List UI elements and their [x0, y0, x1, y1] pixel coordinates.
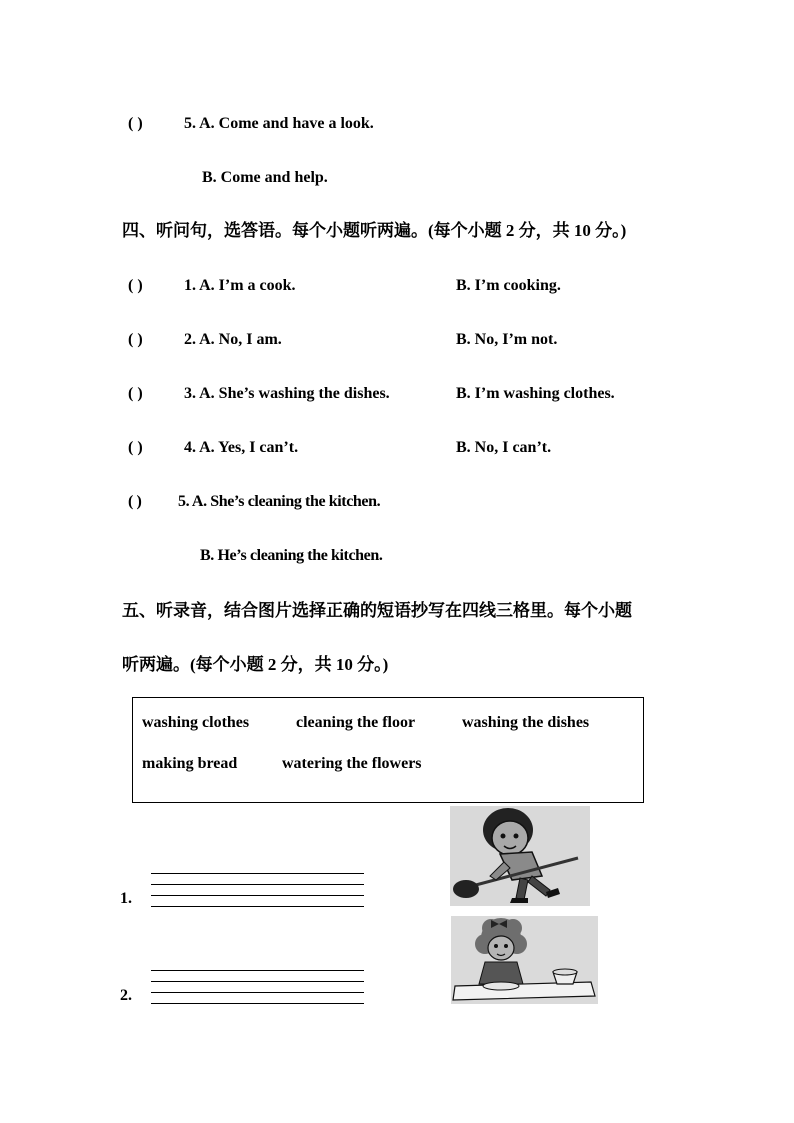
item-2-number: 2. [120, 987, 132, 1004]
answer-paren[interactable]: ( ) [128, 385, 143, 402]
answer-paren[interactable]: ( ) [128, 493, 142, 510]
p4-q5-option-a: 5. A. She’s cleaning the kitchen. [178, 493, 381, 510]
p4-q5-line [128, 492, 380, 512]
answer-paren[interactable]: ( ) [128, 115, 143, 132]
p4-q5-option-b: B. He’s cleaning the kitchen. [200, 547, 383, 564]
p4-q1-line [128, 276, 296, 296]
word-bank-item: washing the dishes [462, 714, 590, 731]
word-bank-item: watering the flowers [282, 755, 422, 772]
answer-paren[interactable]: ( ) [128, 277, 143, 294]
part4-heading: 四、听问句，选答语。每个小题听两遍。(每个小题 2 分，共 10 分。) [122, 221, 627, 240]
p4-q1-option-b: B. I’m cooking. [456, 277, 561, 294]
p4-q4-option-a: 4. A. Yes, I can’t. [184, 439, 299, 456]
item-1-number: 1. [120, 890, 132, 907]
p4-q3-line [128, 384, 390, 404]
p4-q3-option-b: B. I’m washing clothes. [456, 385, 615, 402]
part5-heading-line2: 听两遍。(每个小题 2 分，共 10 分。) [122, 655, 389, 674]
p4-q4-option-b: B. No, I can’t. [456, 439, 552, 456]
word-bank-item: washing clothes [142, 714, 250, 731]
item-1-writing-lines[interactable] [151, 873, 364, 909]
p4-q3-option-a: 3. A. She’s washing the dishes. [184, 385, 390, 402]
item-2-writing-lines[interactable] [151, 970, 364, 1006]
p4-q2-option-a: 2. A. No, I am. [184, 331, 282, 348]
word-bank-box [132, 697, 644, 803]
p4-q4-line [128, 438, 298, 458]
p4-q2-line [128, 330, 282, 350]
girl-washing-dishes-picture [451, 916, 598, 1004]
p3-q5-line [128, 114, 374, 134]
word-bank-item: cleaning the floor [296, 714, 416, 731]
p4-q2-option-b: B. No, I’m not. [456, 331, 558, 348]
p3-q5-option-a: 5. A. Come and have a look. [184, 115, 374, 132]
answer-paren[interactable]: ( ) [128, 331, 143, 348]
p4-q1-option-a: 1. A. I’m a cook. [184, 277, 296, 294]
word-bank-item: making bread [142, 755, 238, 772]
p3-q5-option-b: B. Come and help. [202, 169, 328, 186]
answer-paren[interactable]: ( ) [128, 439, 143, 456]
part5-heading-line1: 五、听录音，结合图片选择正确的短语抄写在四线三格里。每个小题 [122, 601, 632, 620]
boy-mopping-floor-picture [450, 806, 590, 906]
